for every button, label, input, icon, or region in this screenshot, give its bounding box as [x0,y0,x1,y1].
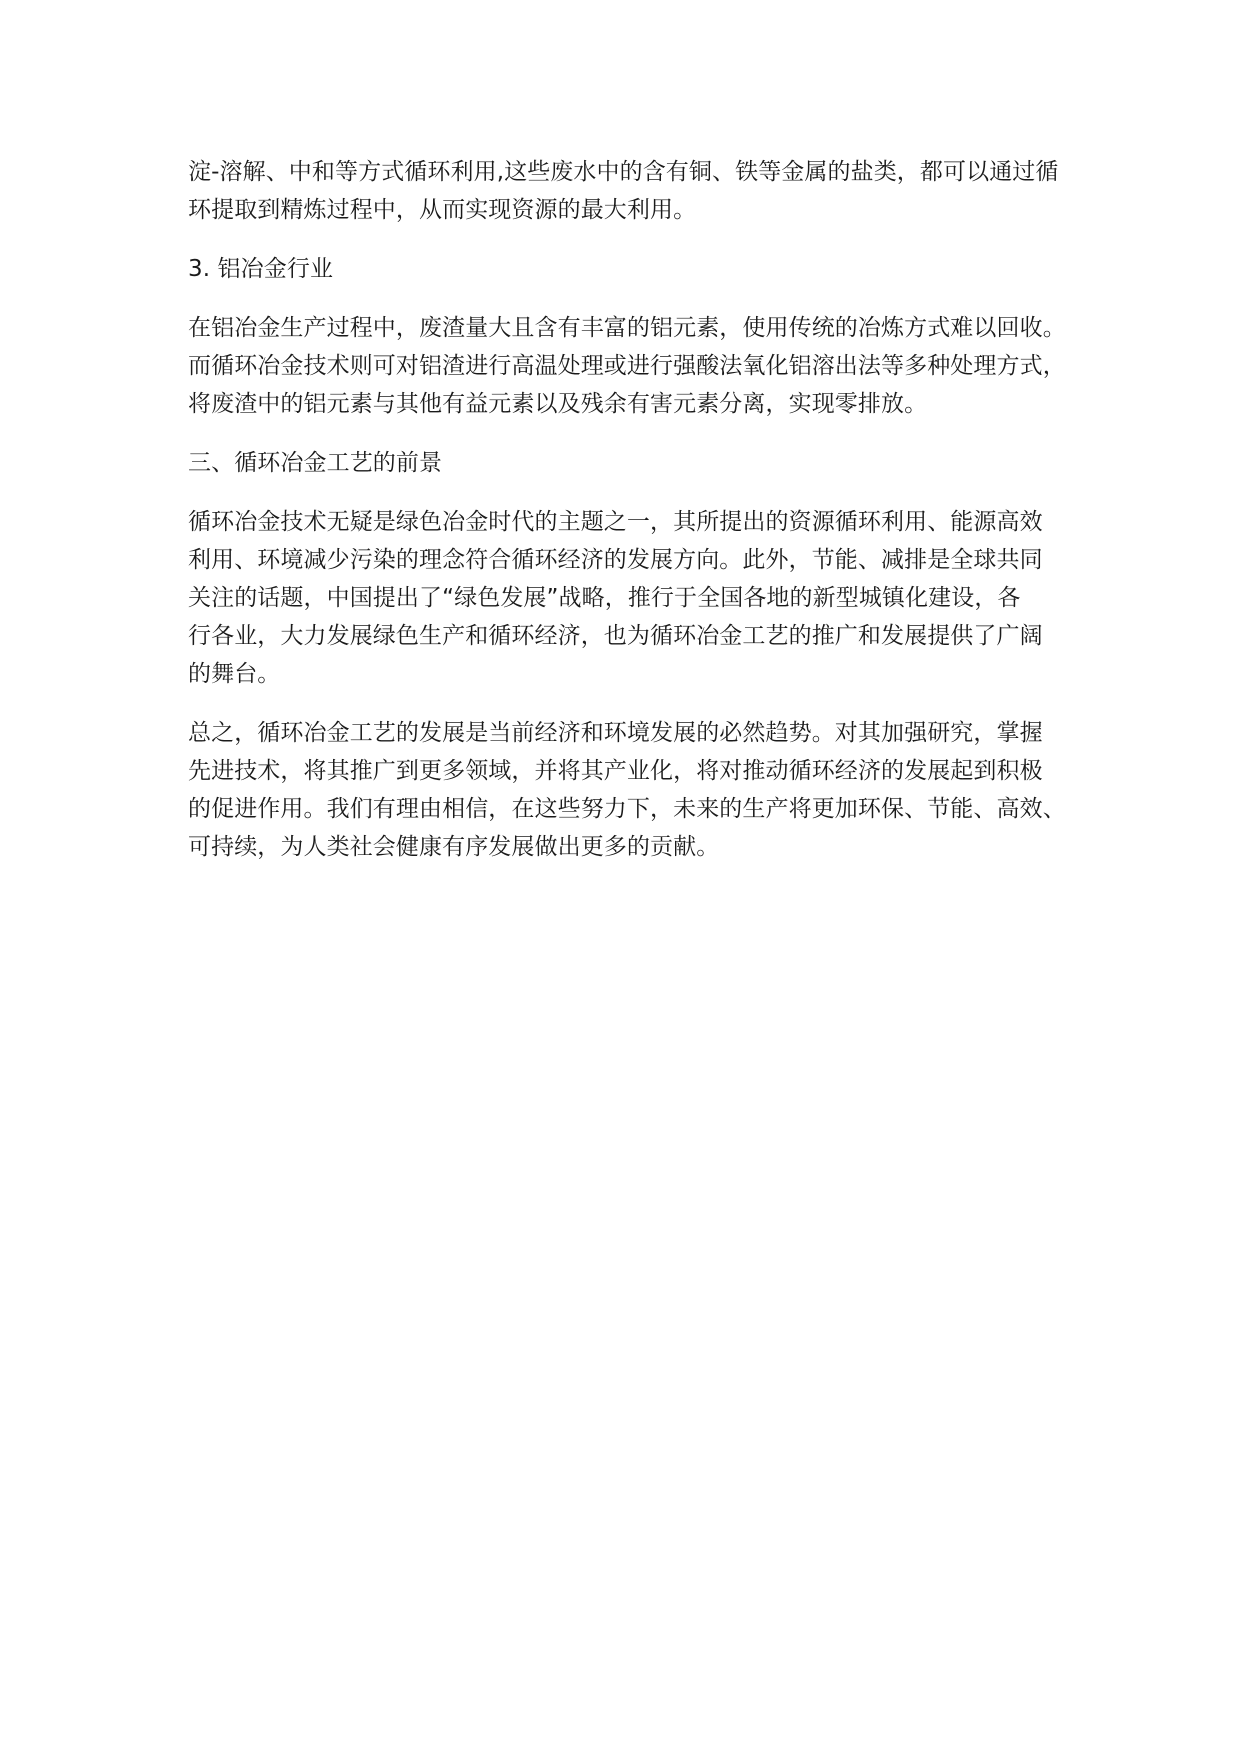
text-line: 淀-溶解、中和等方式循环利用,这些废水中的含有铜、铁等金属的盐类，都可以通过循 [188,159,1059,185]
paragraph-wastewater-recycling [188,153,1078,229]
text-line: 而循环冶金技术则可对铝渣进行高温处理或进行强酸法氧化铝溶出法等多种处理方式， [188,353,1066,379]
text-line: 关注的话题，中国提出了“绿色发展”战略，推行于全国各地的新型城镇化建设，各 [188,585,1021,611]
heading-line: 三、循环冶金工艺的前景 [188,450,443,476]
text-line: 先进技术，将其推广到更多领域，并将其产业化，将对推动循环经济的发展起到积极 [188,758,1043,784]
text-line: 的舞台。 [188,661,281,687]
text-line: 在铝冶金生产过程中，废渣量大且含有丰富的铝元素，使用传统的冶炼方式难以回收。 [188,315,1066,341]
section-heading-prospects [188,444,1078,482]
text-line: 可持续，为人类社会健康有序发展做出更多的贡献。 [188,834,720,860]
document-body [188,153,1078,866]
text-line: 将废渣中的铝元素与其他有益元素以及残余有害元素分离，实现零排放。 [188,391,928,417]
text-line: 总之，循环冶金工艺的发展是当前经济和环境发展的必然趋势。对其加强研究，掌握 [188,720,1043,746]
paragraph-prospects [188,503,1078,693]
text-line: 的促进作用。我们有理由相信，在这些努力下，未来的生产将更加环保、节能、高效、 [188,796,1066,822]
text-line: 循环冶金技术无疑是绿色冶金时代的主题之一，其所提出的资源循环利用、能源高效 [188,509,1043,535]
heading-line: 3. 铝冶金行业 [188,256,334,282]
text-line: 环提取到精炼过程中，从而实现资源的最大利用。 [188,197,697,223]
text-line: 行各业，大力发展绿色生产和循环经济，也为循环冶金工艺的推广和发展提供了广阔 [188,623,1043,649]
paragraph-aluminum-slag [188,309,1078,423]
section-heading-aluminum-industry [188,250,1078,288]
text-line: 利用、环境减少污染的理念符合循环经济的发展方向。此外，节能、减排是全球共同 [188,547,1043,573]
paragraph-conclusion [188,714,1078,866]
